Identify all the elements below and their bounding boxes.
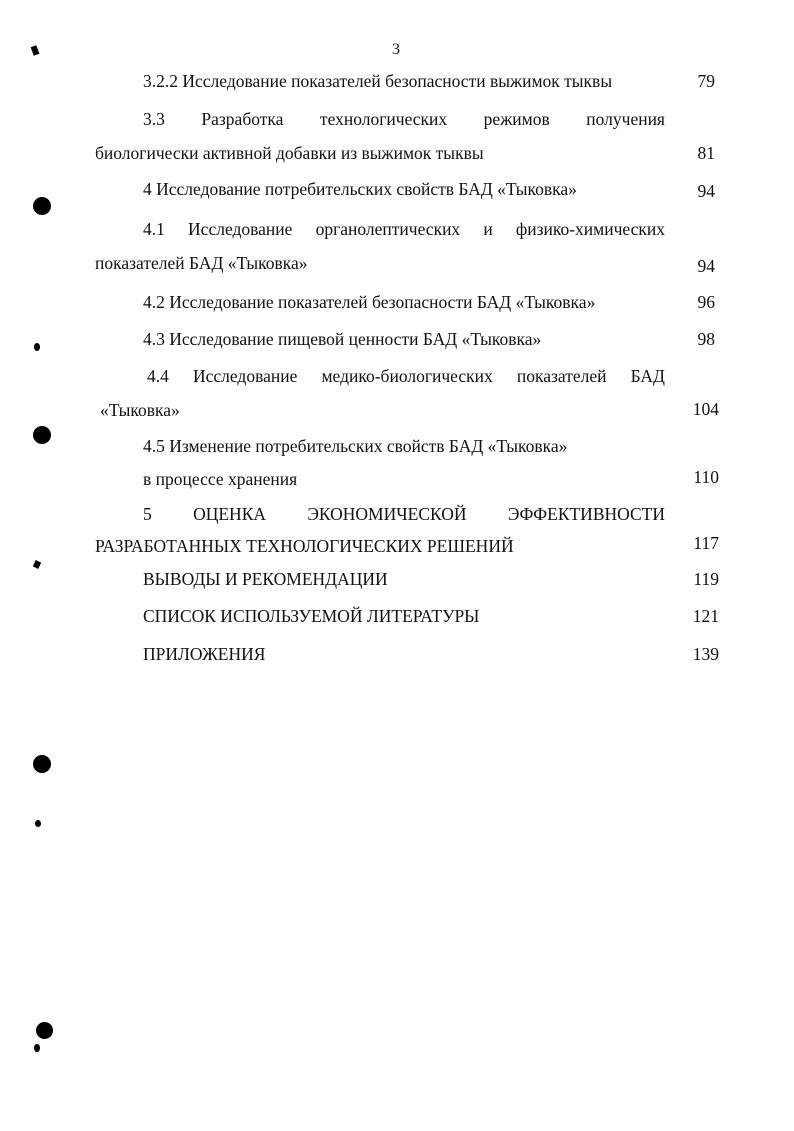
punch-hole-dot	[33, 426, 51, 444]
punch-hole-dot	[36, 1022, 53, 1039]
punch-hole-dot	[33, 755, 51, 773]
toc-entry-page: 94	[697, 256, 715, 276]
scan-speck	[33, 560, 41, 569]
scan-speck	[34, 343, 40, 351]
toc-entry-page: 121	[692, 606, 719, 626]
toc-entry-title-line2: показателей БАД «Тыковка»	[95, 253, 308, 273]
toc-entry-title-line1: 4.5 Изменение потребительских свойств БАД «Тыковка»	[143, 436, 568, 456]
toc-entry-title-line2: РАЗРАБОТАННЫХ ТЕХНОЛОГИЧЕСКИХ РЕШЕНИЙ	[95, 536, 514, 556]
toc-entry-title-line1: 4.4 Исследование медико-биологических показателей БАД	[147, 366, 665, 386]
toc-entry-page: 117	[693, 533, 719, 553]
scan-speck	[31, 45, 40, 56]
toc-entry-title-line2: биологически активной добавки из выжимок тыквы	[95, 143, 484, 163]
toc-entry-page: 104	[692, 399, 719, 419]
toc-entry-title-line1: 5 ОЦЕНКА ЭКОНОМИЧЕСКОЙ ЭФФЕКТИВНОСТИ	[143, 504, 665, 524]
toc-entry-title: 4.3 Исследование пищевой ценности БАД «Тыковка»	[143, 329, 542, 349]
toc-entry-title: 4.2 Исследование показателей безопасности БАД «Тыковка»	[143, 292, 596, 312]
toc-entry-title: ВЫВОДЫ И РЕКОМЕНДАЦИИ	[143, 569, 388, 589]
toc-entry-title-line2: «Тыковка»	[100, 400, 180, 420]
toc-entry-title: ПРИЛОЖЕНИЯ	[143, 644, 266, 664]
scan-speck	[34, 1044, 40, 1052]
toc-entry-page: 96	[697, 292, 715, 312]
toc-entry-title-line1: 3.3 Разработка технологических режимов получения	[143, 109, 665, 129]
toc-entry-page: 119	[693, 569, 719, 589]
scan-speck	[35, 820, 41, 827]
page-number: 3	[392, 41, 400, 58]
toc-entry-page: 139	[692, 644, 719, 664]
toc-entry-page: 98	[697, 329, 715, 349]
toc-entry-page: 110	[693, 467, 719, 487]
toc-entry-page: 79	[697, 71, 715, 91]
toc-entry-page: 81	[697, 143, 715, 163]
toc-entry-title-line2: в процессе хранения	[143, 469, 298, 489]
toc-entry-title: СПИСОК ИСПОЛЬЗУЕМОЙ ЛИТЕРАТУРЫ	[143, 606, 480, 626]
toc-entry-title-line1: 4.1 Исследование органолептических и физико-химических	[143, 219, 665, 239]
punch-hole-dot	[33, 197, 51, 215]
toc-entry-title: 3.2.2 Исследование показателей безопасности выжимок тыквы	[143, 71, 613, 91]
toc-entry-title: 4 Исследование потребительских свойств БАД «Тыковка»	[143, 179, 577, 199]
toc-entry-page: 94	[697, 181, 715, 201]
